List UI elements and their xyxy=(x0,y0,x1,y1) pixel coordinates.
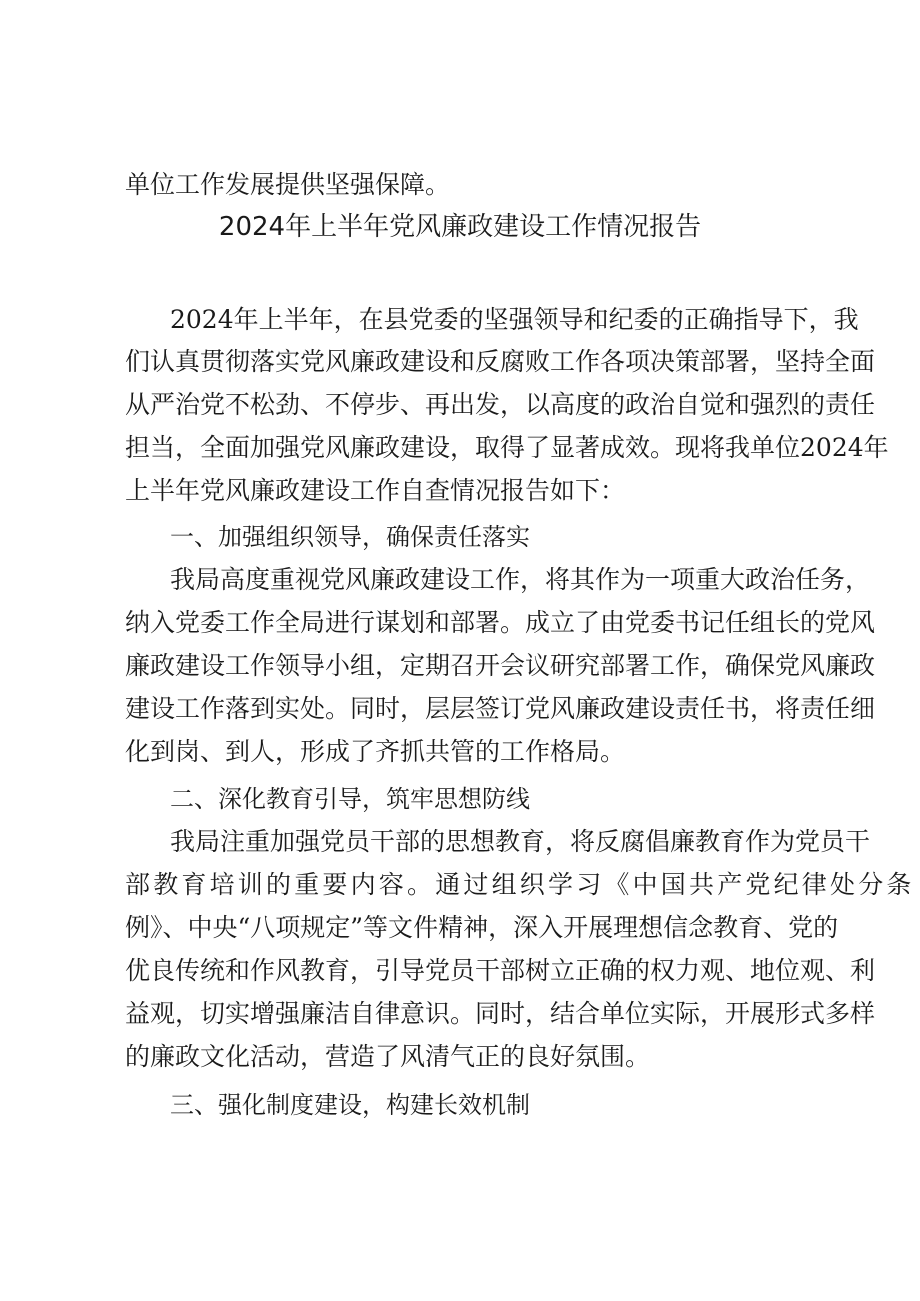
section-2-line-6: 的廉政文化活动，营造了风清气正的良好氛围。 xyxy=(125,1042,651,1071)
intro-line-3: 从严治党不松劲、不停步、再出发，以高度的政治自觉和强烈的责任 xyxy=(125,390,876,419)
section-1-line-4: 建设工作落到实处。同时，层层签订党风廉政建设责任书，将责任细 xyxy=(125,694,876,723)
section-2-line-1: 我局注重加强党员干部的思想教育，将反腐倡廉教育作为党员干 xyxy=(170,827,871,856)
section-1-line-1: 我局高度重视党风廉政建设工作，将其作为一项重大政治任务， xyxy=(170,565,871,594)
section-3-heading: 三、强化制度建设，构建长效机制 xyxy=(170,1091,530,1119)
intro-line-5: 上半年党风廉政建设工作自查情况报告如下： xyxy=(125,476,626,505)
section-1-line-5: 化到岗、到人，形成了齐抓共管的工作格局。 xyxy=(125,737,626,766)
section-2-line-3: 例》、中央“八项规定”等文件精神，深入开展理想信念教育、党的 xyxy=(125,913,839,942)
section-2-line-4: 优良传统和作风教育，引导党员干部树立正确的权力观、地位观、利 xyxy=(125,956,876,985)
intro-line-2: 们认真贯彻落实党风廉政建设和反腐败工作各项决策部署，坚持全面 xyxy=(125,347,876,376)
section-1-heading: 一、加强组织领导，确保责任落实 xyxy=(170,523,530,551)
section-1-line-3: 廉政建设工作领导小组，定期召开会议研究部署工作，确保党风廉政 xyxy=(125,651,876,680)
carryover-paragraph: 单位工作发展提供坚强保障。 xyxy=(125,170,451,199)
section-2-line-2: 部教育培训的重要内容。通过组织学习《中国共产党纪律处分条 xyxy=(125,870,915,899)
intro-line-4: 担当，全面加强党风廉政建设，取得了显著成效。现将我单位2024年 xyxy=(125,433,889,462)
section-1-line-2: 纳入党委工作全局进行谋划和部署。成立了由党委书记任组长的党风 xyxy=(125,608,876,637)
section-2-heading: 二、深化教育引导，筑牢思想防线 xyxy=(170,785,530,813)
document-title: 2024年上半年党风廉政建设工作情况报告 xyxy=(218,212,702,242)
intro-line-1: 2024年上半年，在县党委的坚强领导和纪委的正确指导下，我 xyxy=(170,305,859,334)
section-2-line-5: 益观，切实增强廉洁自律意识。同时，结合单位实际，开展形式多样 xyxy=(125,999,876,1028)
